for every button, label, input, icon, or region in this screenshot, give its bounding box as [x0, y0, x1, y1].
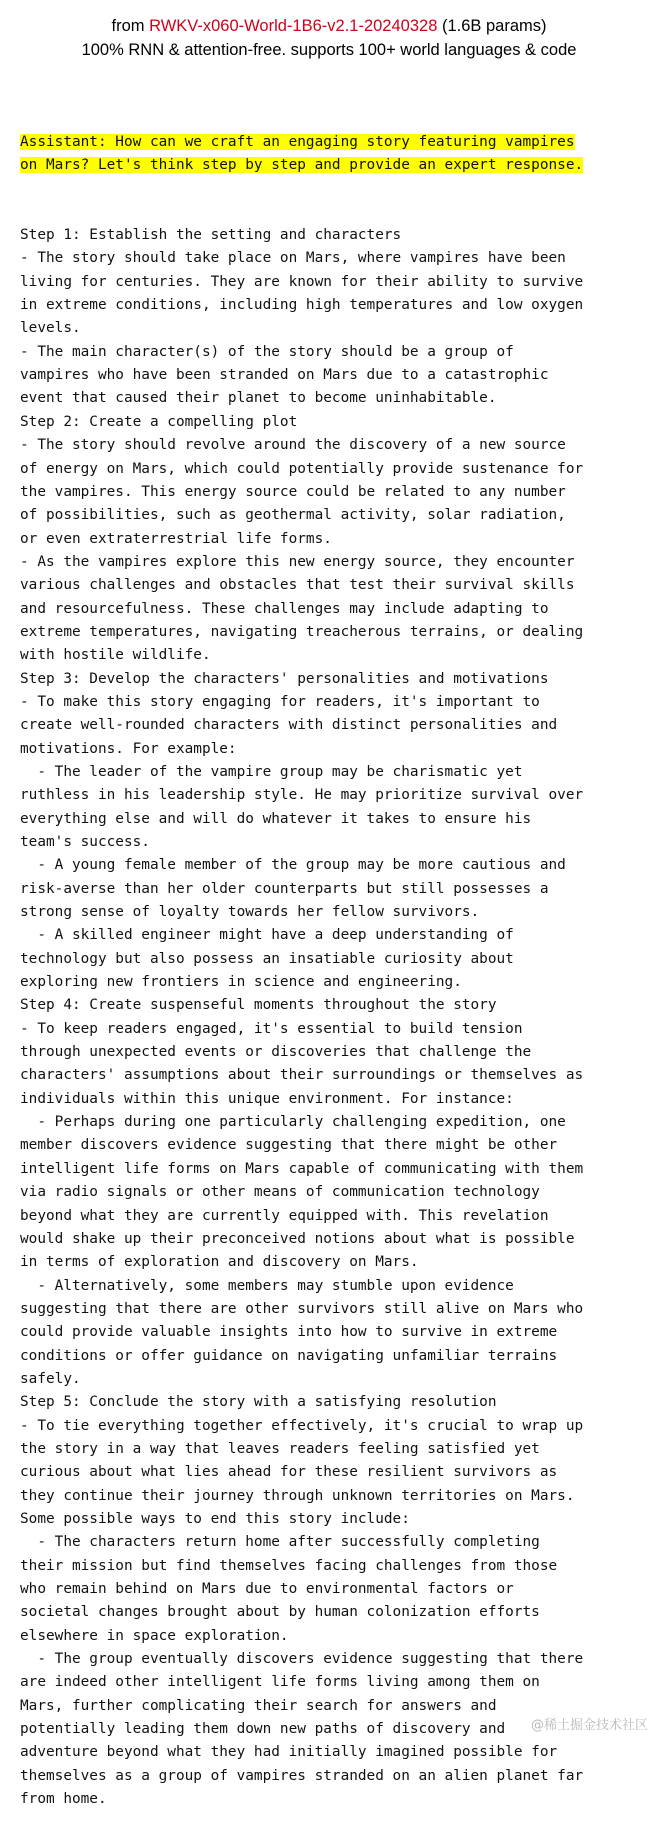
- response-line: extreme temperatures, navigating treacherous terrains, or dealing: [20, 623, 584, 640]
- response-line: Step 4: Create suspenseful moments throughout the story: [20, 997, 497, 1014]
- prompt-highlight: on Mars? Let's think step by step and provide an expert response.: [20, 157, 584, 174]
- response-line: living for centuries. They are known for their ability to survive: [20, 273, 584, 290]
- prompt-block: [20, 131, 652, 178]
- response-line: would shake up their preconceived notions about what is possible: [20, 1230, 575, 1247]
- response-line: beyond what they are currently equipped with. This revelation: [20, 1207, 549, 1224]
- response-line: who remain behind on Mars due to environmental factors or: [20, 1581, 514, 1597]
- response-line: - The main character(s) of the story should be a group of: [20, 343, 514, 360]
- response-line: through unexpected events or discoveries that challenge the: [20, 1044, 532, 1061]
- response-line: in extreme conditions, including high temperatures and low oxygen: [20, 297, 584, 314]
- response-block: [20, 224, 652, 1811]
- model-params: (1.6B params): [437, 17, 547, 35]
- response-line: - Perhaps during one particularly challenging expedition, one: [20, 1114, 566, 1131]
- generated-text: [20, 84, 652, 1835]
- response-line: motivations. For example:: [20, 740, 237, 757]
- model-source-line: [0, 14, 658, 38]
- response-line: conditions or offer guidance on navigating unfamiliar terrains: [20, 1347, 558, 1364]
- response-line: - The group eventually discovers evidence suggesting that there: [20, 1651, 584, 1668]
- response-line: event that caused their planet to become uninhabitable.: [20, 390, 497, 407]
- response-line: are indeed other intelligent life forms living among them on: [20, 1674, 540, 1691]
- response-line: Step 1: Establish the setting and characters: [20, 227, 402, 244]
- response-line: the vampires. This energy source could be related to any number: [20, 483, 566, 500]
- response-line: Mars, further complicating their search for answers and: [20, 1697, 497, 1714]
- response-line: - Alternatively, some members may stumble upon evidence: [20, 1277, 514, 1294]
- response-line: individuals within this unique environment. For instance:: [20, 1090, 514, 1107]
- response-line: ruthless in his leadership style. He may prioritize survival over: [20, 787, 584, 804]
- response-line: - A skilled engineer might have a deep understanding of: [20, 927, 514, 944]
- response-line: of energy on Mars, which could potentially provide sustenance for: [20, 460, 584, 477]
- response-line: member discovers evidence suggesting that there might be other: [20, 1137, 558, 1154]
- response-line: - The leader of the vampire group may be charismatic yet: [20, 763, 523, 780]
- response-line: team's success.: [20, 834, 150, 850]
- response-line: Step 2: Create a compelling plot: [20, 413, 298, 430]
- page-header: [0, 14, 658, 62]
- response-line: societal changes brought about by human colonization efforts: [20, 1604, 540, 1621]
- response-line: they continue their journey through unknown territories on Mars.: [20, 1487, 575, 1504]
- response-line: Some possible ways to end this story include:: [20, 1510, 410, 1527]
- response-line: potentially leading them down new paths of discovery and: [20, 1721, 506, 1738]
- response-line: their mission but find themselves facing challenges from those: [20, 1557, 558, 1574]
- response-line: vampires who have been stranded on Mars due to a catastrophic: [20, 367, 549, 384]
- response-line: - To tie everything together effectively, it's crucial to wrap up: [20, 1417, 584, 1434]
- response-line: suggesting that there are other survivors still alive on Mars who: [20, 1300, 584, 1317]
- response-line: with hostile wildlife.: [20, 647, 211, 664]
- response-line: or even extraterrestrial life forms.: [20, 530, 332, 547]
- prompt-highlight: Assistant: How can we craft an engaging story featuring vampires: [20, 133, 575, 150]
- prompt-line: [20, 131, 652, 154]
- response-line: risk-averse than her older counterparts but still possesses a: [20, 880, 549, 897]
- response-line: - To make this story engaging for readers, it's important to: [20, 693, 540, 710]
- response-line: curious about what lies ahead for these resilient survivors as: [20, 1464, 558, 1481]
- response-line: the story in a way that leaves readers feeling satisfied yet: [20, 1440, 540, 1457]
- response-line: - A young female member of the group may be more cautious and: [20, 857, 566, 874]
- watermark: @稀土掘金技术社区: [530, 1718, 648, 1733]
- response-line: of possibilities, such as geothermal activity, solar radiation,: [20, 507, 566, 524]
- response-line: everything else and will do whatever it takes to ensure his: [20, 810, 532, 827]
- response-line: via radio signals or other means of communication technology: [20, 1184, 540, 1201]
- response-line: elsewhere in space exploration.: [20, 1627, 289, 1644]
- response-line: - The characters return home after successfully completing: [20, 1534, 540, 1551]
- response-line: could provide valuable insights into how to survive in extreme: [20, 1324, 558, 1341]
- model-subtitle: 100% RNN & attention-free. supports 100+ world languages & code: [81, 41, 577, 59]
- response-line: technology but also possess an insatiable curiosity about: [20, 950, 514, 967]
- response-line: - The story should revolve around the discovery of a new source: [20, 437, 566, 454]
- response-line: levels.: [20, 320, 81, 337]
- response-line: various challenges and obstacles that test their survival skills: [20, 577, 575, 594]
- prompt-line: [20, 154, 652, 177]
- response-line: strong sense of loyalty towards her fellow survivors.: [20, 904, 480, 921]
- response-line: from home.: [20, 1791, 107, 1808]
- source-prefix: from: [111, 17, 150, 35]
- response-line: and resourcefulness. These challenges may include adapting to: [20, 600, 549, 617]
- response-line: safely.: [20, 1370, 81, 1387]
- response-line: - As the vampires explore this new energy source, they encounter: [20, 553, 575, 570]
- response-line: Step 5: Conclude the story with a satisfying resolution: [20, 1394, 497, 1411]
- response-line: - The story should take place on Mars, where vampires have been: [20, 250, 566, 267]
- response-line: themselves as a group of vampires stranded on an alien planet far: [20, 1767, 584, 1784]
- model-name: RWKV-x060-World-1B6-v2.1-20240328: [149, 17, 438, 35]
- response-line: - To keep readers engaged, it's essential to build tension: [20, 1020, 523, 1037]
- response-line: intelligent life forms on Mars capable of communicating with them: [20, 1160, 584, 1177]
- response-line: create well-rounded characters with distinct personalities and: [20, 717, 558, 734]
- response-line: adventure beyond what they had initially imagined possible for: [20, 1744, 558, 1761]
- response-line: characters' assumptions about their surroundings or themselves as: [20, 1067, 584, 1084]
- response-line: in terms of exploration and discovery on Mars.: [20, 1254, 419, 1271]
- response-line: Step 3: Develop the characters' personalities and motivations: [20, 670, 549, 687]
- response-line: exploring new frontiers in science and engineering.: [20, 974, 462, 991]
